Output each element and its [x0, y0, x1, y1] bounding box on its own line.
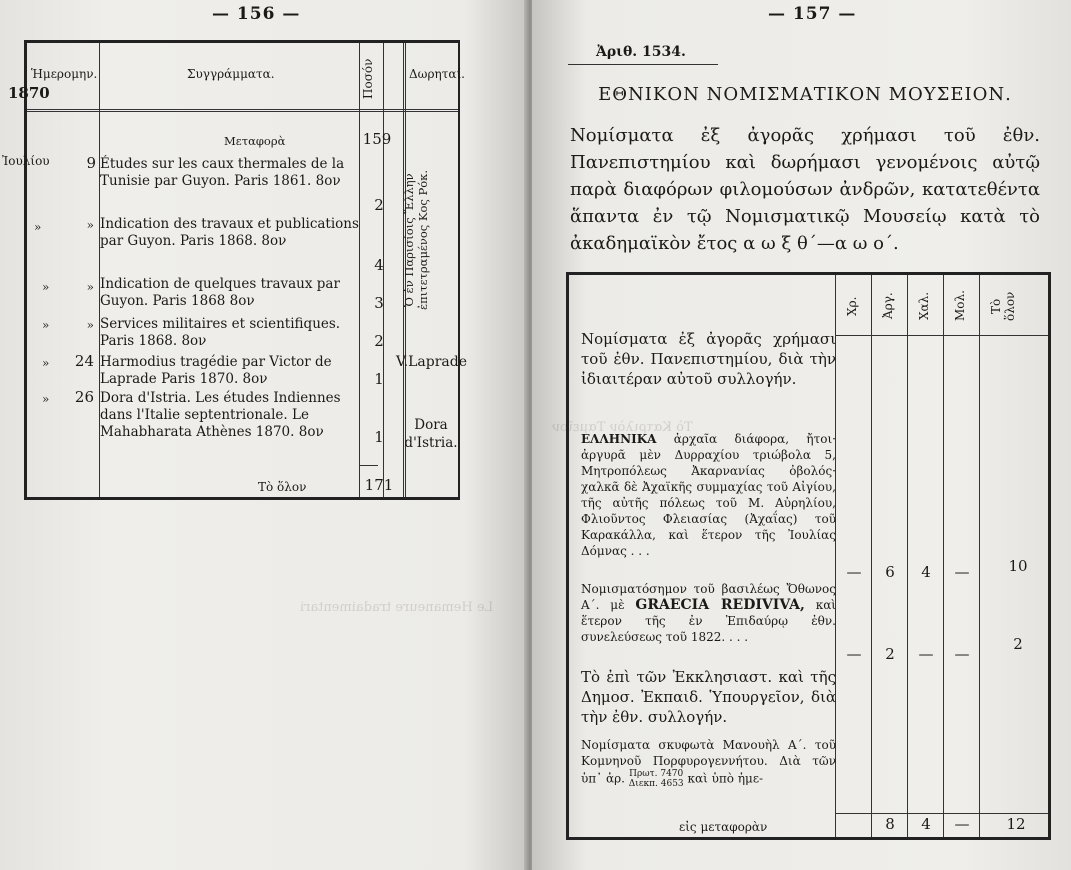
row-day: »: [86, 280, 94, 294]
article-rule: [568, 64, 718, 65]
manuel-entry: [581, 737, 836, 789]
header-quantity: Ποσόν: [361, 58, 375, 99]
row-work: Harmodius tragédie par Victor de Laprade Paris 1870. 8ον: [100, 354, 332, 387]
hellenika-entry: [581, 431, 836, 559]
page-title: ΕΘΝΙΚΟΝ ΝΟΜΙΣΜΑΤΙΚΟΝ ΜΟΥΣΕΙΟΝ.: [598, 84, 1012, 105]
ditto-mark: »: [34, 220, 42, 234]
row2-copper: —: [918, 645, 934, 663]
section-ministry: Τὸ ἐπὶ τῶν Ἐκκλησιαστ. καὶ τῆς Δημοσ. Ἐκπαιδ. Ὑπουργεῖον, διὰ τὴν ἐθν. συλλογήν.: [581, 668, 836, 726]
row-qty: 1: [374, 370, 384, 388]
row1-silver: 6: [885, 563, 895, 581]
right-page-number: — 157 —: [768, 4, 857, 24]
row-day: »: [86, 318, 94, 332]
row-work: Études sur les caux thermales de la Tunisie par Guyon. Paris 1861. 8ον: [100, 156, 345, 189]
left-page: [0, 0, 528, 870]
intro-paragraph: Νομίσματα ἐξ ἀγορᾶς χρήμασι τοῦ ἐθν. Πανεπιστημίου καὶ δωρήμασι γενομένοις αὐτῷ παρὰ διαφόρων φιλομούσων ἀνδρῶν, κατατεθέντα ἅπαντα ἐν τῷ Νομισματικῷ Μουσείῳ κατὰ τὸ ἀκαδημαϊκὸν ἔτος α ω ξ θ΄—α ω ο΄.: [570, 125, 1040, 254]
row-work: Indication de quelques travaux par Guyon. Paris 1868 8ον: [100, 276, 340, 309]
row1-gold: —: [846, 563, 862, 581]
bleed-through-text: Le Hemaneure tradaimentari: [300, 600, 494, 615]
header-works: Συγγράμματα.: [187, 67, 275, 81]
row2-total: 2: [1013, 635, 1023, 653]
row1-copper: 4: [921, 563, 931, 581]
row1-total: 10: [1008, 557, 1028, 575]
total-rule: [359, 465, 378, 466]
row-work: Dora d'Istria. Les études Indiennes dans l'Italie septentrionale. Le Mahabharata Athènes 1870. 8ον: [100, 390, 341, 440]
carry-rule: [835, 813, 1048, 814]
row-day: 9: [86, 154, 96, 172]
donor-istria: Dora d'Istria.: [404, 417, 458, 451]
section-purchase: Νομίσματα ἐξ ἀγορᾶς χρήμασι τοῦ ἐθν. Πανεπιστημίου, διὰ τὴν ἰδιαιτέραν αὐτοῦ συλλογήν.: [581, 330, 836, 388]
row-day: 26: [74, 388, 94, 406]
protocol-numbers: [629, 769, 684, 789]
bleed-through-text: Τὸ Κατριλὸν Ταμεῖον: [552, 420, 693, 435]
row-qty: 1: [374, 428, 384, 446]
carry-label: Μεταφορὰ: [224, 134, 286, 148]
row1-lead: —: [954, 563, 970, 581]
header-silver: Ἀργ.: [881, 292, 895, 320]
row2-lead: —: [954, 645, 970, 663]
carry-silver: 8: [885, 815, 895, 833]
row2-silver: 2: [885, 645, 895, 663]
row2-gold: —: [846, 645, 862, 663]
manuel-text-b: καὶ ὑπὸ ἡμε-: [687, 771, 764, 786]
article-number: Ἀριθ. 1534.: [596, 44, 686, 60]
coin-text-b: καὶ ἕτερον τῆς ἐν Ἐπιδαύρῳ ἐθν. συνελεύσεως τοῦ 1822. . . .: [581, 598, 836, 644]
row-work: Indication des travaux et publications par Guyon. Paris 1868. 8ον: [100, 216, 359, 249]
donor-vertical: Ὁ ἐν Παρισίοις Ἕλλην ἐπιτετραμένος Κος Ρόκ.: [402, 170, 430, 311]
header-rule: [835, 335, 1048, 336]
donor-laprade: V.Laprade: [396, 354, 468, 370]
carry-copper: 4: [921, 815, 931, 833]
protocol-bottom: Διεκπ. 4653: [628, 779, 684, 789]
total-value: 171: [364, 476, 394, 494]
column-divider: [871, 275, 872, 837]
header-rule: [27, 109, 458, 112]
coin-text-a: Νομισματόσημον τοῦ βασιλέως Ὄθωνος Α΄. μὲ: [581, 582, 836, 612]
column-divider: [979, 275, 980, 837]
header-donors: Δωρηταί.: [409, 67, 465, 81]
hellenika-label: ΕΛΛΗΝΙΚΑ: [581, 432, 657, 446]
row-qty: 3: [374, 294, 384, 312]
row-qty: 2: [374, 196, 384, 214]
ditto-mark: »: [42, 392, 50, 406]
carry-lead: —: [954, 815, 970, 833]
protocol-top: Πρωτ. 7470: [629, 769, 684, 779]
carry-total: 12: [1006, 815, 1026, 833]
month: Ἰουλίου: [2, 154, 50, 168]
coin-entry: [581, 581, 836, 645]
carry-value: 159: [362, 130, 392, 148]
header-total: Τὸ ὅλον: [989, 291, 1017, 321]
graecia-rediviva: GRAECIA REDIVIVA,: [635, 597, 805, 613]
row-qty: 2: [374, 332, 384, 350]
left-page-number: — 156 —: [212, 4, 301, 24]
column-divider: [943, 275, 944, 837]
row-qty: 4: [374, 256, 384, 274]
header-date: Ἡμερομην.: [31, 67, 98, 81]
row-day: 24: [74, 352, 94, 370]
coins-table: [566, 272, 1051, 840]
ditto-mark: »: [42, 280, 50, 294]
hellenika-text: ἀρχαῖα διάφορα, ἤτοι· ἀργυρᾶ μὲν Δυρραχίου τριώβολα 5, Μητροπόλεως Ἀκαρνανίας ὀβολός· χαλκᾶ δὲ Ἀχαϊκῆς συμμαχίας τοῦ Αἰγίου, τῆς αὐτῆς πόλεως τοῦ Μ. Αὐρηλίου, Φλιοῦντος Φλειασίας (Ἀχαΐας) τοῦ Καρακάλλα, καὶ ἕτερον τῆς Ἰουλίας Δόμνας . . .: [581, 432, 836, 558]
header-gold: Χρ.: [845, 296, 859, 316]
column-divider: [907, 275, 908, 837]
total-label: Τὸ ὅλον: [258, 480, 307, 494]
header-copper: Χαλ.: [917, 291, 931, 321]
manuel-text-a: Νομίσματα σκυφωτὰ Μανουὴλ Α΄. τοῦ Κομνηνοῦ Πορφυρογεννήτου. Διὰ τῶν ὑπ᾿ ἀρ.: [581, 738, 836, 786]
header-lead: Μολ.: [953, 290, 967, 322]
row-day: »: [86, 218, 94, 232]
year: 1870: [8, 84, 50, 102]
row-work: Services militaires et scientifiques. Paris 1868. 8ον: [100, 316, 341, 349]
carry-forward-label: εἰς μεταφορὰν: [679, 820, 768, 834]
ditto-mark: »: [42, 318, 50, 332]
ditto-mark: »: [42, 356, 50, 370]
